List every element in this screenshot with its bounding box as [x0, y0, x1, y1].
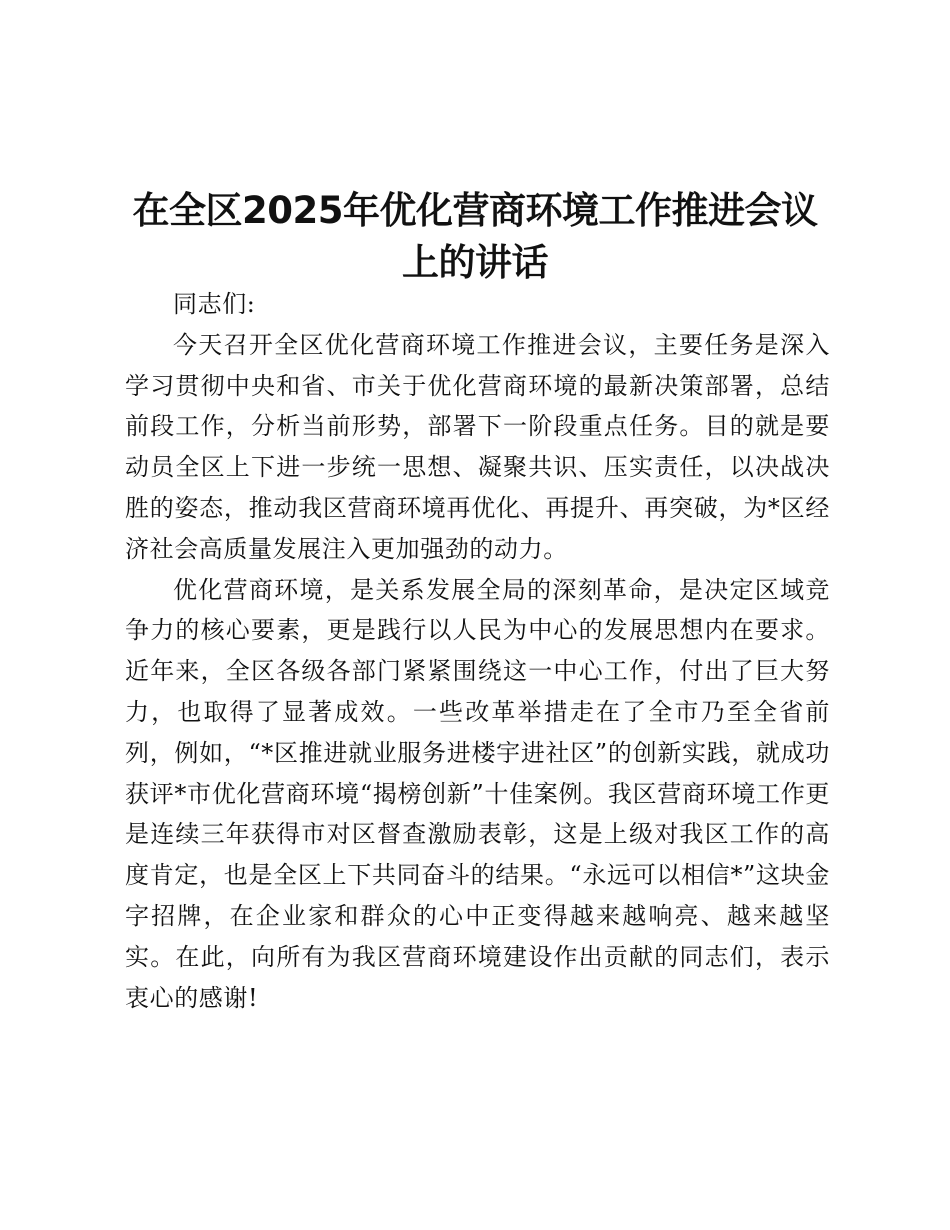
paragraph-2: 优化营商环境，是关系发展全局的深刻革命，是决定区域竞争力的核心要素，更是践行以人民为中心的发展思想内在要求。近年来，全区各级各部门紧紧围绕这一中心工作，付出了巨大努力，也取得了显著成效。一些改革举措走在了全市乃至全省前列，例如，“*区推进就业服务进楼宇进社区”的创新实践，就成功获评*市优化营商环境“揭榜创新”十佳案例。我区营商环境工作更是连续三年获得市对区督查激励表彰，这是上级对我区工作的高度肯定，也是全区上下共同奋斗的结果。“永远可以相信*”这块金字招牌，在企业家和群众的心中正变得越来越响亮、越来越坚实。在此，向所有为我区营商环境建设作出贡献的同志们，表示衷心的感谢! — [125, 575, 830, 1012]
document-title: 在全区2025年优化营商环境工作推进会议上的讲话 — [132, 188, 818, 284]
document-body — [125, 284, 830, 1018]
paragraph-1: 今天召开全区优化营商环境工作推进会议，主要任务是深入学习贯彻中央和省、市关于优化营商环境的最新决策部署，总结前段工作，分析当前形势，部署下一阶段重点任务。目的就是要动员全区上下进一步统一思想、凝聚共识、压实责任，以决战决胜的姿态，推动我区营商环境再优化、再提升、再突破，为*区经济社会高质量发展注入更加强劲的动力。 — [125, 330, 830, 563]
salutation: 同志们: — [173, 290, 256, 318]
